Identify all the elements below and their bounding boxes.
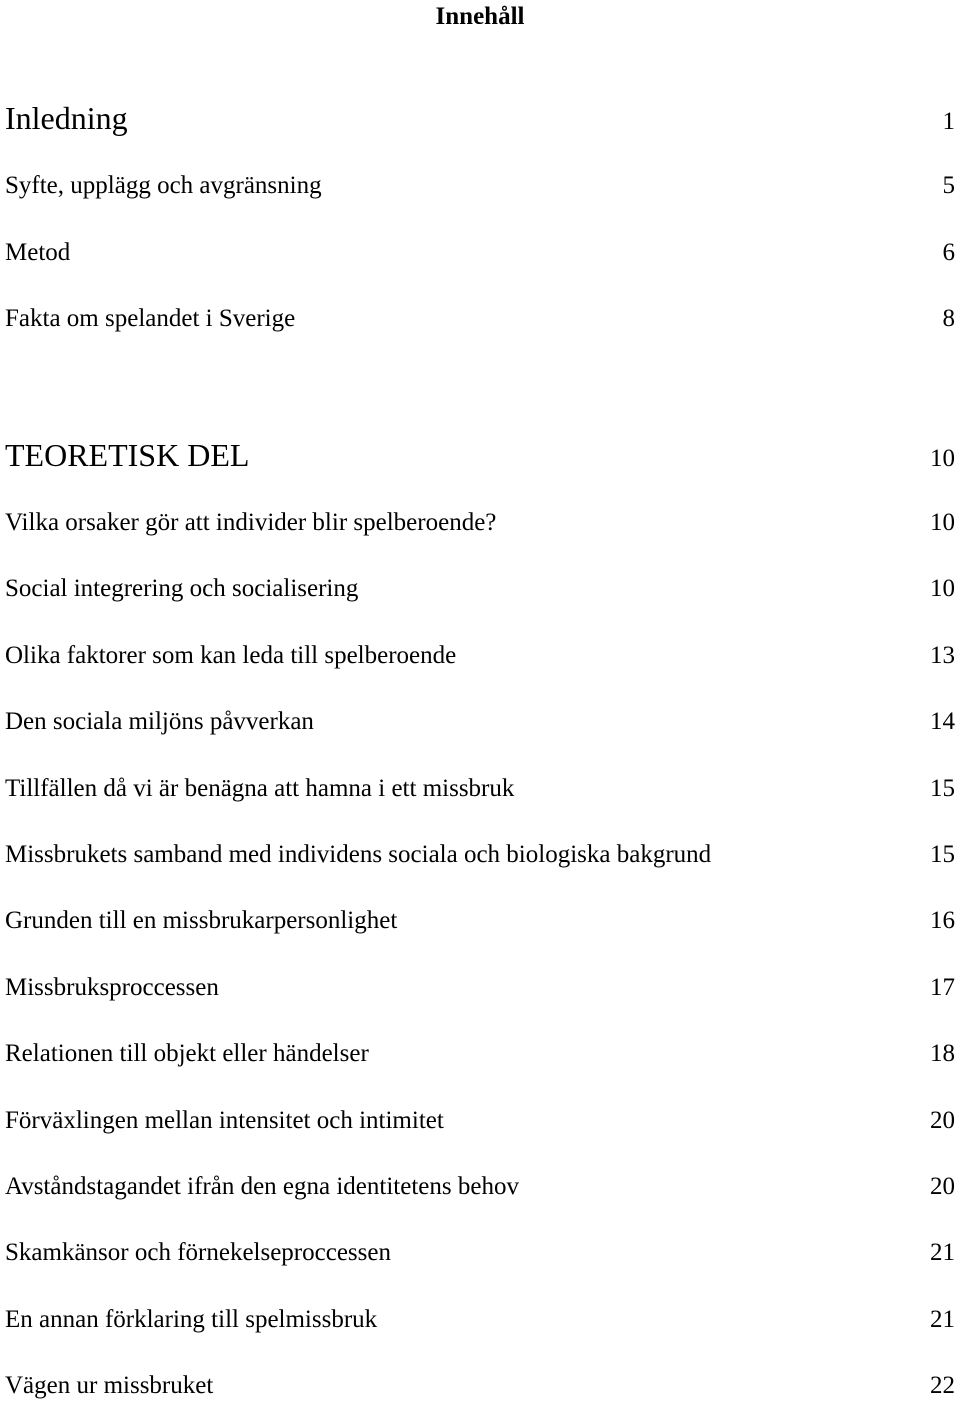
- toc-entry: [5, 1105, 955, 1137]
- toc-entry-label: Tillfällen då vi är benägna att hamna i ett missbruk: [5, 775, 515, 802]
- toc-entry-page: 16: [930, 907, 955, 934]
- toc-entry-label: En annan förklaring till spelmissbruk: [5, 1306, 378, 1333]
- toc-entry-label: Vilka orsaker gör att individer blir spelberoende?: [5, 509, 497, 536]
- toc-section-heading: [5, 436, 955, 478]
- toc-entry-label: Vägen ur missbruket: [5, 1372, 214, 1399]
- toc-entry-page: 17: [930, 974, 955, 1001]
- toc-entry: [5, 972, 955, 1004]
- toc-entry-label: Missbruksproccessen: [5, 974, 219, 1001]
- toc-entry-page: 20: [930, 1107, 955, 1134]
- toc-entry-page: 10: [930, 445, 955, 472]
- toc-entry: [5, 573, 955, 605]
- toc-entry-page: 22: [930, 1372, 955, 1399]
- toc-entry-label: Inledning: [5, 100, 128, 136]
- toc-entry: [5, 303, 955, 335]
- toc-entry: [5, 1171, 955, 1203]
- toc-entry-label: Syfte, upplägg och avgränsning: [5, 172, 322, 199]
- toc-entry: [5, 170, 955, 202]
- toc-entry-label: Missbrukets samband med individens sociala och biologiska bakgrund: [5, 841, 712, 868]
- toc-entry-page: 5: [942, 172, 955, 199]
- toc-entry-label: Metod: [5, 239, 71, 266]
- toc-entry-label: Olika faktorer som kan leda till spelberoende: [5, 642, 457, 669]
- toc-entry: [5, 640, 955, 672]
- toc-entry: [5, 1370, 955, 1402]
- toc-entry: [5, 1038, 955, 1070]
- toc-entry-page: 18: [930, 1040, 955, 1067]
- toc-entry-label: Skamkänsor och förnekelseproccessen: [5, 1239, 391, 1266]
- toc-entry: [5, 773, 955, 805]
- toc-entry-page: 21: [930, 1306, 955, 1333]
- toc-entry: [5, 706, 955, 738]
- toc-entry: [5, 1237, 955, 1269]
- toc-entry-label: Grunden till en missbrukarpersonlighet: [5, 907, 398, 934]
- toc-entry-page: 8: [942, 305, 955, 332]
- toc-entry-page: 6: [942, 239, 955, 266]
- toc-entry-label: TEORETISK DEL: [5, 437, 250, 473]
- toc-entry-page: 10: [930, 575, 955, 602]
- toc-entry-page: 21: [930, 1239, 955, 1266]
- toc-entry-page: 20: [930, 1173, 955, 1200]
- toc-entry-label: Den sociala miljöns påvverkan: [5, 708, 314, 735]
- toc-entry-page: 13: [930, 642, 955, 669]
- toc-entry: [5, 1304, 955, 1336]
- toc-entry-label: Avståndstagandet ifrån den egna identitetens behov: [5, 1173, 519, 1200]
- toc-entry-page: 15: [930, 841, 955, 868]
- toc-entry-page: 14: [930, 708, 955, 735]
- toc-entry: [5, 237, 955, 269]
- toc-entry-label: Förväxlingen mellan intensitet och intimitet: [5, 1107, 444, 1134]
- toc-entry-page: 10: [930, 509, 955, 536]
- toc-entry: [5, 99, 955, 141]
- toc-entry-page: 15: [930, 775, 955, 802]
- page-title: Innehåll: [435, 3, 525, 30]
- toc-entry-page: 1: [942, 108, 955, 135]
- toc-entry-label: Social integrering och socialisering: [5, 575, 359, 602]
- toc-entry: [5, 905, 955, 937]
- toc-entry-label: Relationen till objekt eller händelser: [5, 1040, 369, 1067]
- toc-entry: [5, 839, 955, 871]
- toc-entry-label: Fakta om spelandet i Sverige: [5, 305, 296, 332]
- toc-entry: [5, 507, 955, 539]
